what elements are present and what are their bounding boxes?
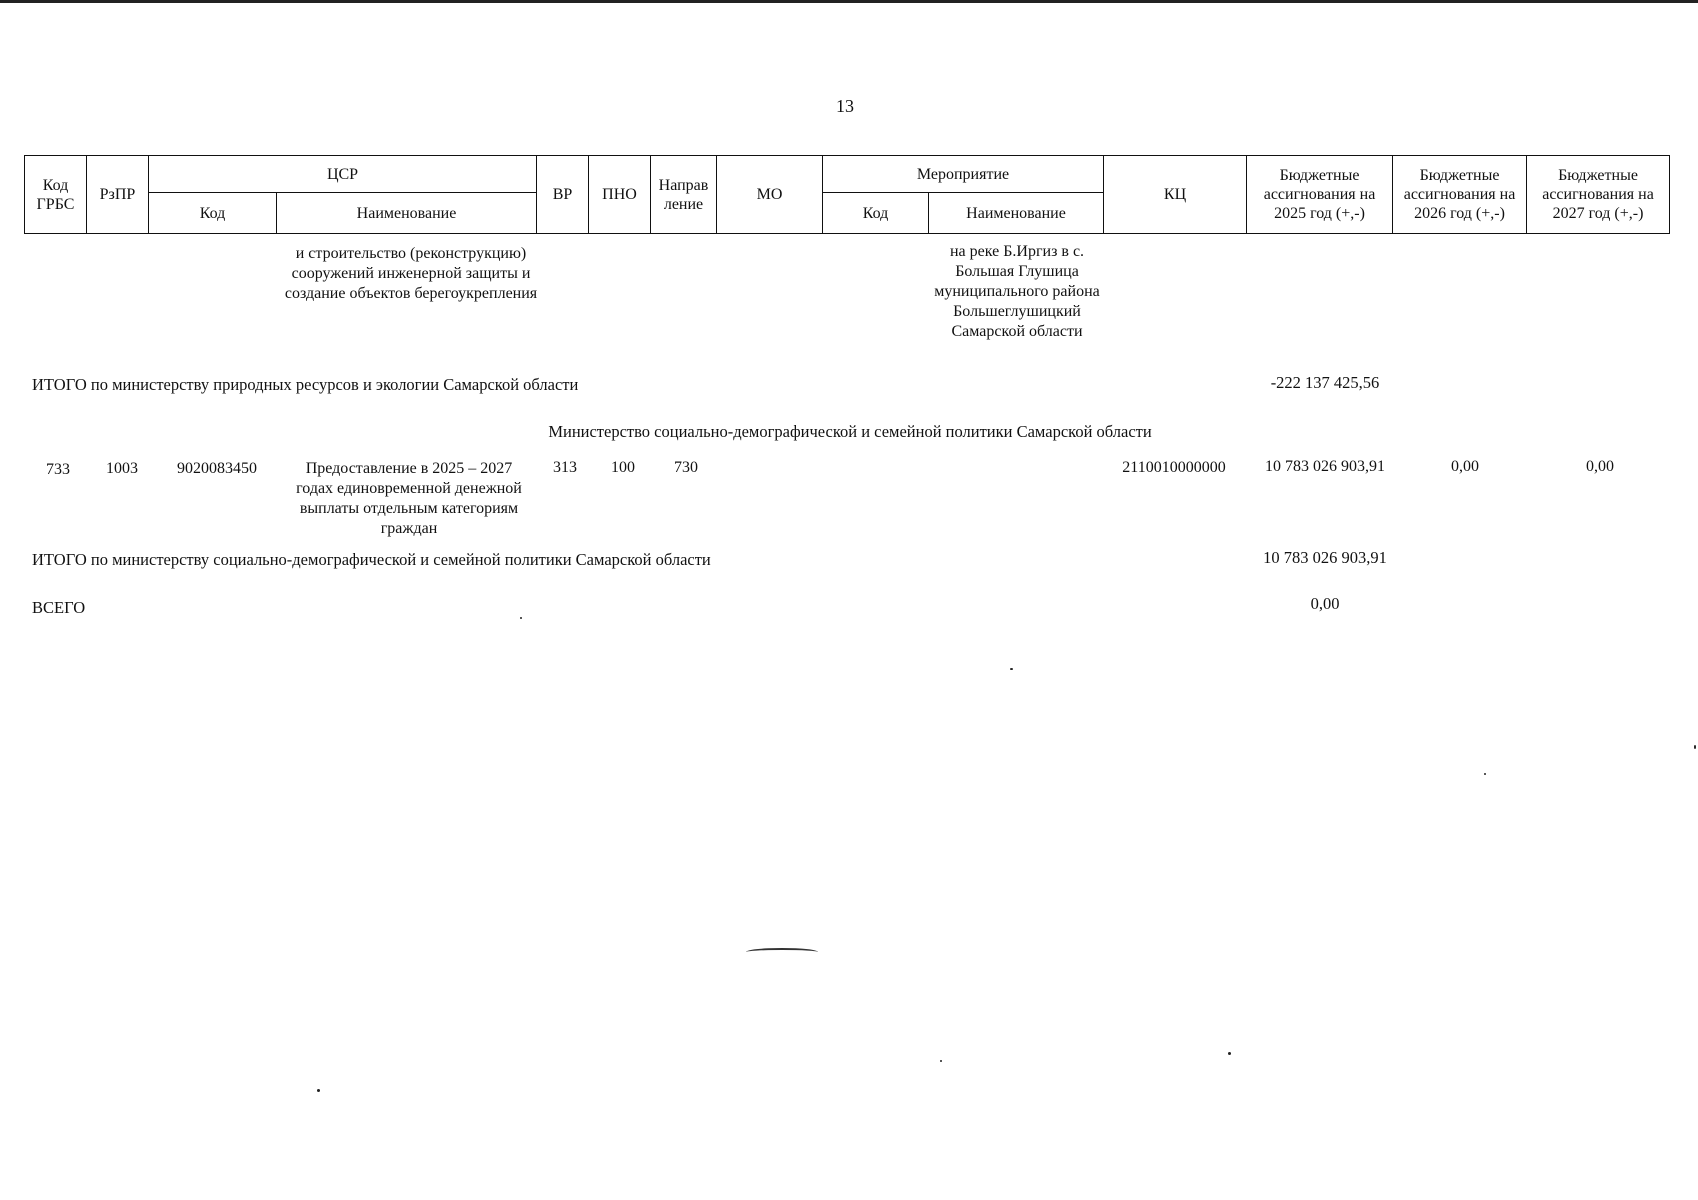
budget-table-header bbox=[24, 155, 1670, 234]
header-mo: МО bbox=[717, 156, 823, 234]
scan-speck bbox=[1228, 1052, 1231, 1055]
scan-stroke bbox=[746, 948, 818, 956]
header-napravlenie: Направ ление bbox=[651, 156, 717, 234]
header-pno: ПНО bbox=[589, 156, 651, 234]
row-napravlenie: 730 bbox=[674, 459, 698, 476]
header-rzpr: РзПР bbox=[87, 156, 149, 234]
header-budget-2026: Бюджетные ассигнования на 2026 год (+,-) bbox=[1393, 156, 1527, 234]
header-mer-name: Наименование bbox=[929, 193, 1104, 234]
total-social-label: ИТОГО по министерству социально-демографической и семейной политики Самарской области bbox=[32, 550, 711, 569]
row-csr-kod: 9020083450 bbox=[177, 460, 257, 477]
continued-event-name: на реке Б.Иргиз в с. Большая Глушица муниципального района Большеглушицкий Самарской области bbox=[934, 243, 1100, 340]
header-mer-kod: Код bbox=[823, 193, 929, 234]
total-grand-label: ВСЕГО bbox=[32, 598, 86, 617]
scan-speck bbox=[317, 1089, 320, 1092]
header-csr-name: Наименование bbox=[277, 193, 537, 234]
page-number: 13 bbox=[836, 96, 854, 116]
row-vr: 313 bbox=[553, 459, 577, 476]
row-kc: 2110010000000 bbox=[1122, 459, 1226, 476]
header-vr: ВР bbox=[537, 156, 589, 234]
header-budget-2027: Бюджетные ассигнования на 2027 год (+,-) bbox=[1527, 156, 1670, 234]
header-kc: КЦ bbox=[1104, 156, 1247, 234]
scan-speck bbox=[940, 1060, 942, 1062]
row-budget-2027: 0,00 bbox=[1586, 458, 1614, 475]
header-budget-2025: Бюджетные ассигнования на 2025 год (+,-) bbox=[1247, 156, 1393, 234]
scan-speck bbox=[1694, 745, 1696, 749]
total-nature-label: ИТОГО по министерству природных ресурсов и экологии Самарской области bbox=[32, 375, 579, 394]
scan-speck bbox=[1010, 668, 1013, 670]
header-kod-grbs: Код ГРБС bbox=[25, 156, 87, 234]
scan-speck bbox=[520, 617, 522, 619]
scan-top-border bbox=[0, 0, 1698, 3]
row-grbs: 733 bbox=[46, 461, 70, 478]
section-title: Министерство социально-демографической и семейной политики Самарской области bbox=[548, 422, 1152, 441]
row-rzpr: 1003 bbox=[106, 460, 138, 477]
header-csr-kod: Код bbox=[149, 193, 277, 234]
total-nature-value: -222 137 425,56 bbox=[1270, 373, 1380, 392]
continued-csr-name: и строительство (реконструкцию) сооружений инженерной защиты и создание объектов берегоукрепления bbox=[284, 245, 538, 302]
row-pno: 100 bbox=[611, 459, 635, 476]
row-csr-name: Предоставление в 2025 – 2027 годах единовременной денежной выплаты отдельным категориям граждан bbox=[296, 460, 522, 537]
header-meropriyatie: Мероприятие bbox=[823, 156, 1104, 193]
header-csr: ЦСР bbox=[149, 156, 537, 193]
scan-speck bbox=[1484, 773, 1486, 775]
row-budget-2025: 10 783 026 903,91 bbox=[1265, 458, 1385, 475]
total-grand-value: 0,00 bbox=[1310, 594, 1340, 613]
total-social-value: 10 783 026 903,91 bbox=[1263, 548, 1387, 567]
row-budget-2026: 0,00 bbox=[1451, 458, 1479, 475]
